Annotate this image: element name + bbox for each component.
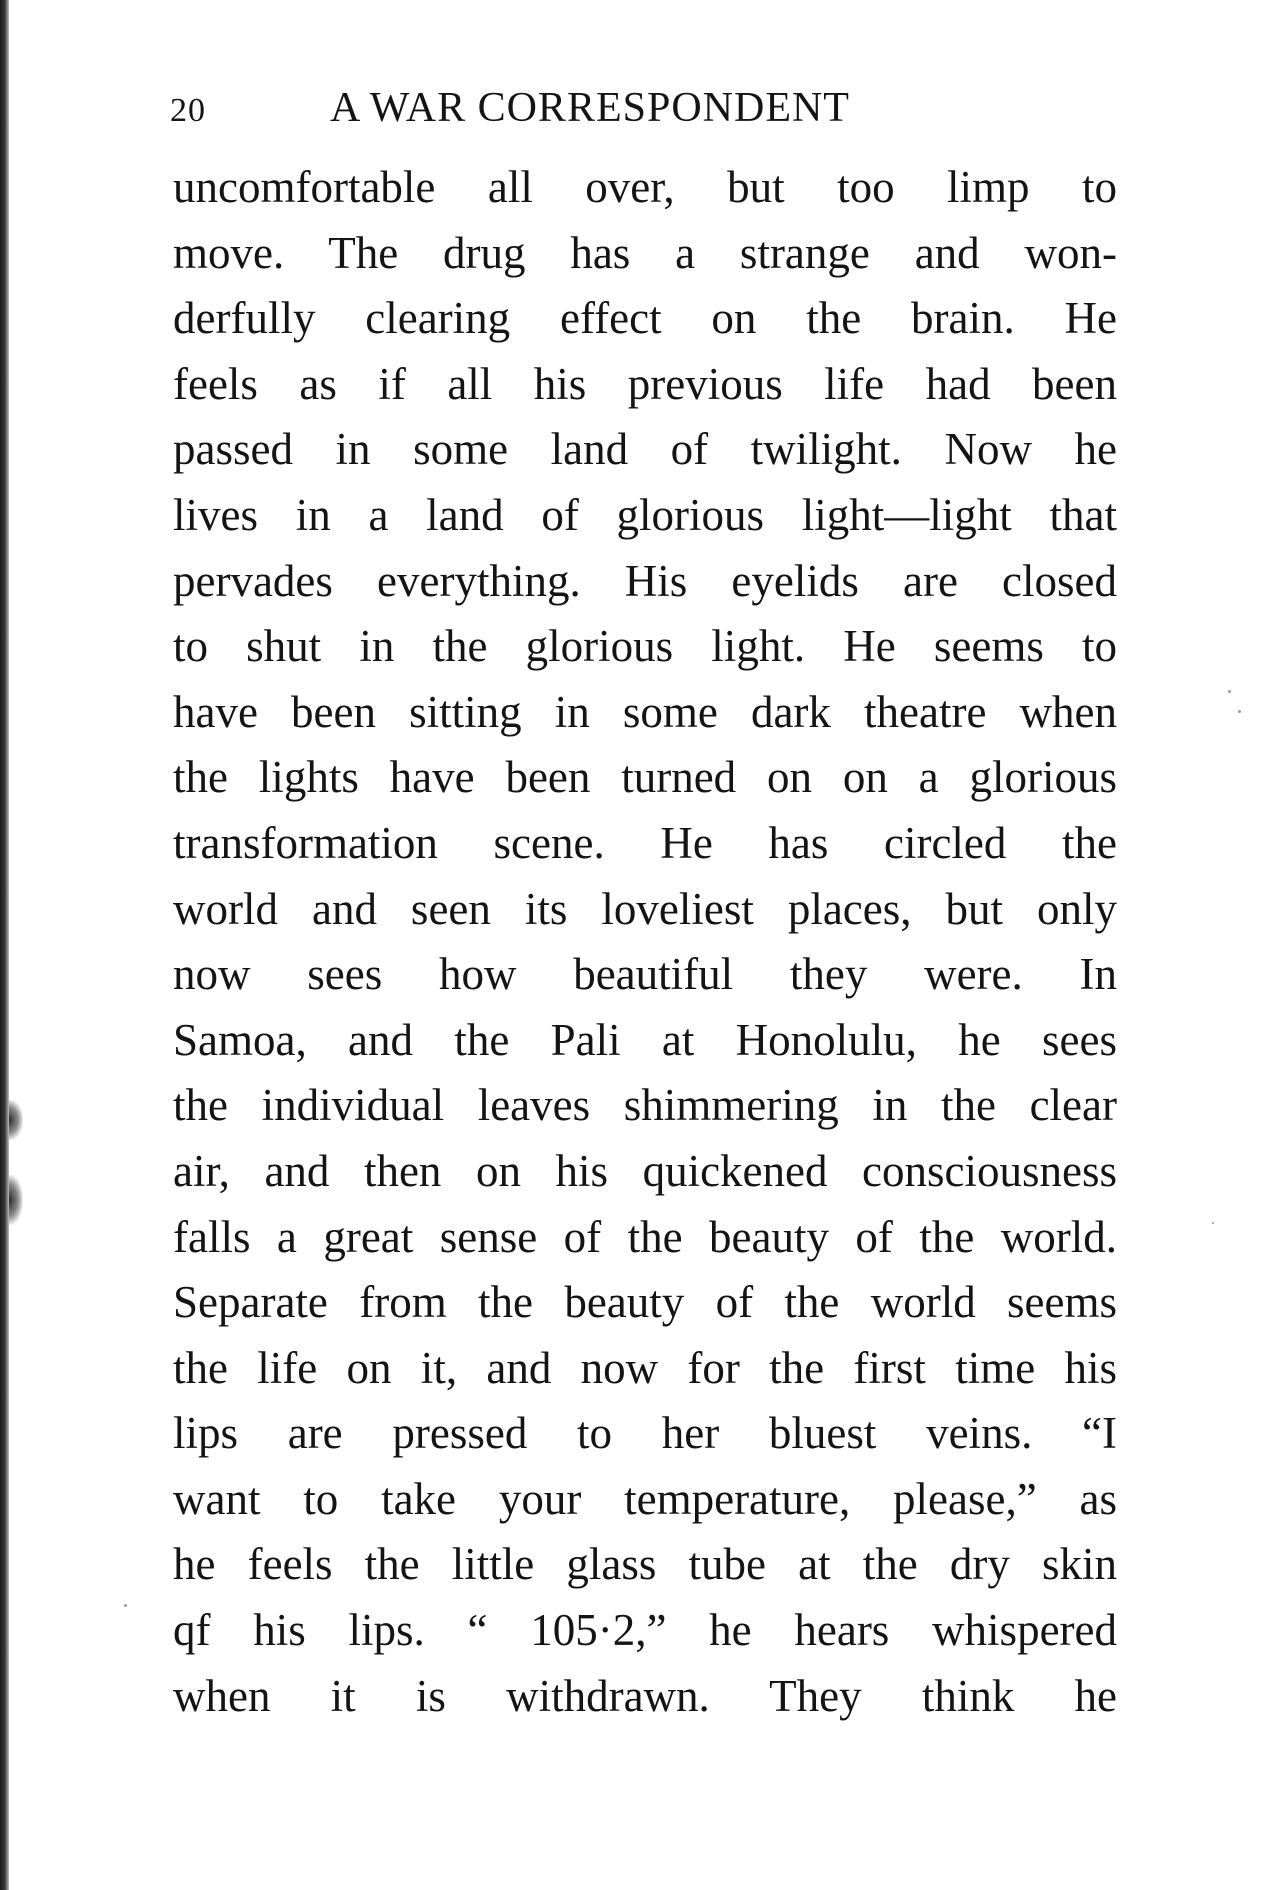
- text-line: the lights have been turned on on a glorious: [173, 752, 1117, 803]
- text-line: air, and then on his quickened consciousness: [173, 1145, 1117, 1196]
- running-title: A WAR CORRESPONDENT: [330, 85, 850, 131]
- paper-speck: [1228, 690, 1231, 693]
- paper-speck: [1212, 1222, 1214, 1224]
- binding-smudge: [9, 1100, 23, 1140]
- text-line: lives in a land of glorious light—light that: [173, 489, 1117, 540]
- text-line: world and seen its loveliest places, but only: [173, 883, 1117, 934]
- binding-edge: [0, 0, 9, 1890]
- text-line: falls a great sense of the beauty of the world.: [173, 1211, 1117, 1262]
- text-line: want to take your temperature, please,” as: [173, 1473, 1117, 1524]
- text-line: Samoa, and the Pali at Honolulu, he sees: [173, 1014, 1117, 1065]
- text-line: pervades everything. His eyelids are closed: [173, 555, 1117, 606]
- text-line: derfully clearing effect on the brain. He: [173, 293, 1117, 344]
- text-line: transformation scene. He has circled the: [173, 817, 1117, 868]
- body-text: [173, 155, 1117, 1729]
- text-line: to shut in the glorious light. He seems to: [173, 621, 1117, 672]
- binding-smudge: [9, 1175, 23, 1225]
- text-line: have been sitting in some dark theatre when: [173, 686, 1117, 737]
- text-line: the individual leaves shimmering in the clear: [173, 1080, 1117, 1131]
- running-head: [170, 84, 1115, 140]
- text-line: uncomfortable all over, but too limp to: [173, 162, 1117, 212]
- page-number: 20: [170, 92, 206, 129]
- text-line: now sees how beautiful they were. In: [173, 949, 1117, 1000]
- paper-speck: [1238, 710, 1241, 713]
- text-line: qf his lips. “ 105·2,” he hears whispered: [173, 1605, 1117, 1656]
- text-line: feels as if all his previous life had been: [173, 358, 1117, 409]
- text-line: move. The drug has a strange and won-: [173, 227, 1117, 278]
- text-line: the life on it, and now for the first time his: [173, 1342, 1117, 1393]
- text-line: he feels the little glass tube at the dry skin: [173, 1539, 1117, 1590]
- text-line: when it is withdrawn. They think he: [173, 1670, 1117, 1721]
- text-line: Separate from the beauty of the world seems: [173, 1277, 1117, 1328]
- paper-speck: [124, 1604, 127, 1607]
- text-line: passed in some land of twilight. Now he: [173, 424, 1117, 475]
- text-line: lips are pressed to her bluest veins. “I: [173, 1408, 1117, 1459]
